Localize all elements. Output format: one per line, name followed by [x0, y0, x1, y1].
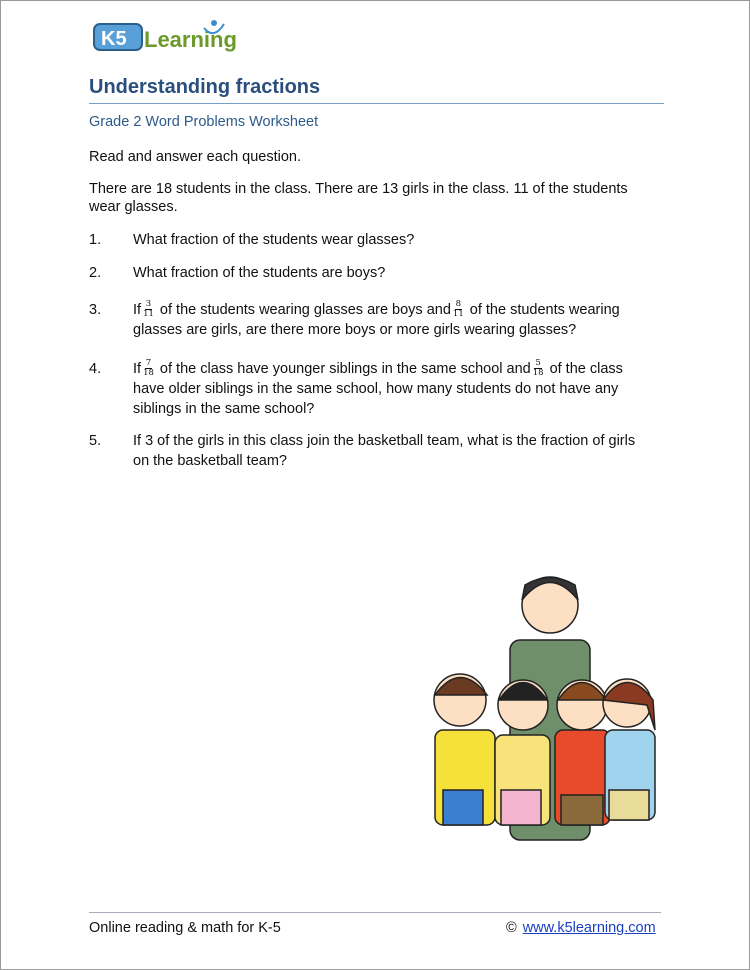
fraction: $\frac{8}{11}$ [452, 298, 464, 319]
title-divider [89, 103, 664, 104]
question-number: 4. [89, 361, 102, 377]
question-number: 2. [89, 265, 102, 281]
question-number: 1. [89, 232, 102, 248]
question-text: If $\frac{7}{18}$ of the class have younger siblings in the same school and $\frac{5}{18}$ of the class have older siblings in the same school, how many students do not have any siblings in the same school? [133, 357, 623, 417]
question-text: If 3 of the girls in this class join the basketball team, what is the fraction of girls on the basketball team? [133, 433, 636, 469]
fraction: $\frac{5}{18}$ [532, 357, 544, 378]
instructions: Read and answer each question. [89, 149, 302, 165]
question-2 [89, 263, 649, 283]
page-title: Understanding fractions [89, 76, 321, 98]
footer-tagline: Online reading & math for K-5 [89, 920, 281, 936]
question-text: If $\frac{3}{11}$ of the students wearing glasses are boys and $\frac{8}{11}$ of the students wearing glasses are girls, are there more boys or more girls wearing glasses? [133, 298, 620, 338]
question-3 [89, 300, 649, 340]
question-5 [89, 431, 649, 471]
k5learning-link[interactable]: www.k5learning.com [522, 920, 656, 936]
footer-link-area [506, 920, 656, 936]
fraction: $\frac{3}{11}$ [143, 298, 154, 319]
k5-learning-logo [92, 14, 252, 56]
question-4 [89, 359, 649, 419]
svg-text:Learning: Learning [144, 27, 237, 52]
question-1 [89, 230, 649, 250]
question-text: What fraction of the students wear glasses? [133, 232, 415, 248]
teacher-and-students-illustration [415, 565, 665, 875]
svg-text:K5: K5 [101, 28, 127, 50]
question-text: What fraction of the students are boys? [133, 265, 386, 281]
problem-intro: There are 18 students in the class. There are 13 girls in the class. 11 of the students wear glasses. [89, 181, 628, 215]
footer-divider [89, 912, 661, 913]
page-subtitle: Grade 2 Word Problems Worksheet [89, 114, 319, 130]
fraction: $\frac{7}{18}$ [143, 357, 154, 378]
question-number: 3. [89, 302, 102, 318]
question-number: 5. [89, 433, 102, 449]
copyright-symbol: © [506, 920, 517, 936]
